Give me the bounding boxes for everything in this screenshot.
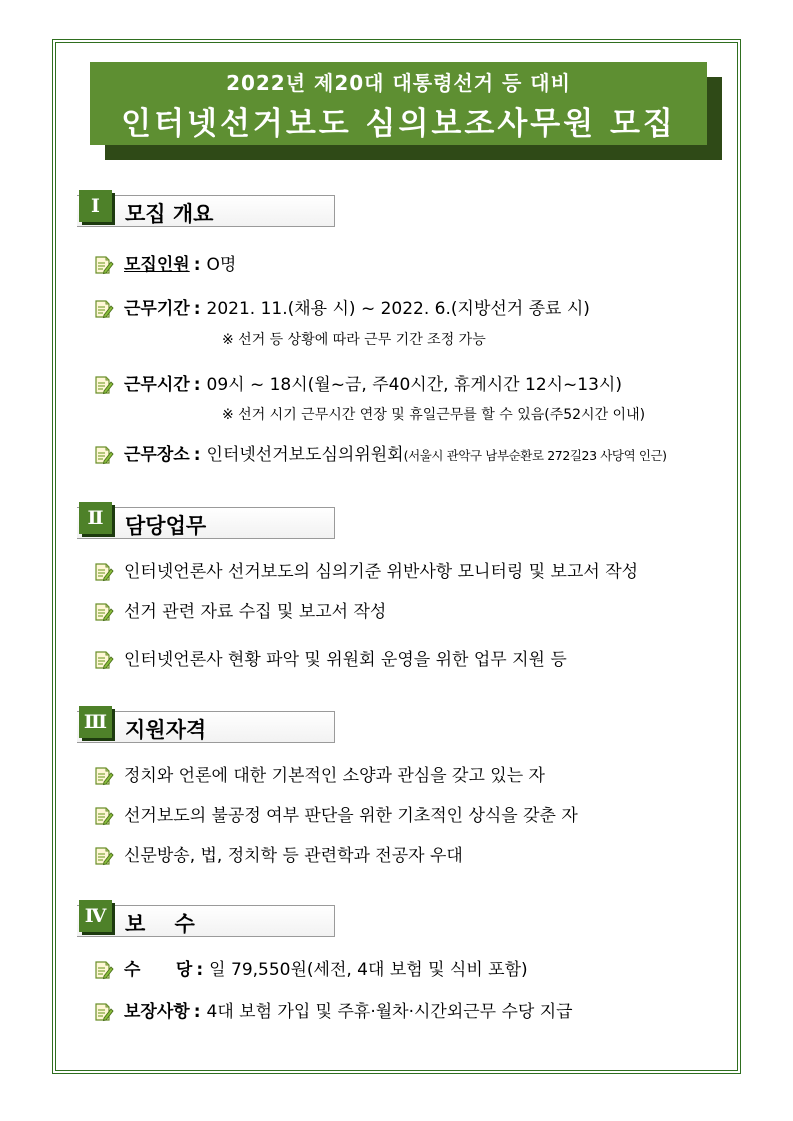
section-3-title: 지원자격 — [125, 718, 207, 742]
list-item: 근무시간 : 09시 ~ 18시(월~금, 주40시간, 휴게시간 12시~13시) — [94, 370, 622, 395]
memo-pencil-icon — [94, 846, 114, 866]
memo-pencil-icon — [94, 299, 114, 319]
list-item: 선거보도의 불공정 여부 판단을 위한 기초적인 상식을 갖춘 자 — [94, 801, 578, 826]
section-2-title: 담당업무 — [125, 514, 207, 538]
list-item: 근무장소 : 인터넷선거보도심의위원회(서울시 관악구 남부순환로 272길23 사당역 인근) — [94, 440, 667, 465]
section-4-title: 보 수 — [125, 912, 195, 936]
memo-pencil-icon — [94, 806, 114, 826]
list-item: 근무기간 : 2021. 11.(채용 시) ~ 2022. 6.(지방선거 종료 시) — [94, 294, 590, 319]
note-text: ※ 선거 등 상황에 따라 근무 기간 조정 가능 — [222, 332, 486, 348]
memo-pencil-icon — [94, 255, 114, 275]
memo-pencil-icon — [94, 766, 114, 786]
header-banner — [90, 62, 707, 145]
section-2-heading — [77, 507, 335, 539]
section-4-number: Ⅳ — [79, 900, 112, 932]
section-1-heading — [77, 195, 335, 227]
section-4-heading — [77, 905, 335, 937]
section-2-number: Ⅱ — [79, 502, 112, 534]
memo-pencil-icon — [94, 960, 114, 980]
section-3-number: Ⅲ — [79, 706, 112, 738]
list-item: 수 당 : 일 79,550원(세전, 4대 보험 및 식비 포함) — [94, 955, 528, 980]
list-item: 보장사항 : 4대 보험 가입 및 주휴·월차·시간외근무 수당 지급 — [94, 997, 573, 1022]
section-3-heading — [77, 711, 335, 743]
list-item: 인터넷언론사 현황 파악 및 위원회 운영을 위한 업무 지원 등 — [94, 645, 567, 670]
list-item: 선거 관련 자료 수집 및 보고서 작성 — [94, 597, 386, 622]
section-1-number: Ⅰ — [79, 190, 112, 222]
list-item: 정치와 언론에 대한 기본적인 소양과 관심을 갖고 있는 자 — [94, 761, 545, 786]
list-item: 인터넷언론사 선거보도의 심의기준 위반사항 모니터링 및 보고서 작성 — [94, 557, 638, 582]
memo-pencil-icon — [94, 562, 114, 582]
section-1-title: 모집 개요 — [125, 202, 214, 226]
memo-pencil-icon — [94, 1002, 114, 1022]
list-item: 신문방송, 법, 정치학 등 관련학과 전공자 우대 — [94, 841, 463, 866]
memo-pencil-icon — [94, 602, 114, 622]
header-subtitle: 2022년 제20대 대통령선거 등 대비 — [226, 71, 571, 95]
memo-pencil-icon — [94, 650, 114, 670]
list-item: 모집인원 : O명 — [94, 250, 236, 275]
header-title: 인터넷선거보도 심의보조사무원 모집 — [121, 106, 676, 142]
note-text: ※ 선거 시기 근무시간 연장 및 휴일근무를 할 수 있음(주52시간 이내) — [222, 407, 646, 423]
memo-pencil-icon — [94, 445, 114, 465]
memo-pencil-icon — [94, 375, 114, 395]
